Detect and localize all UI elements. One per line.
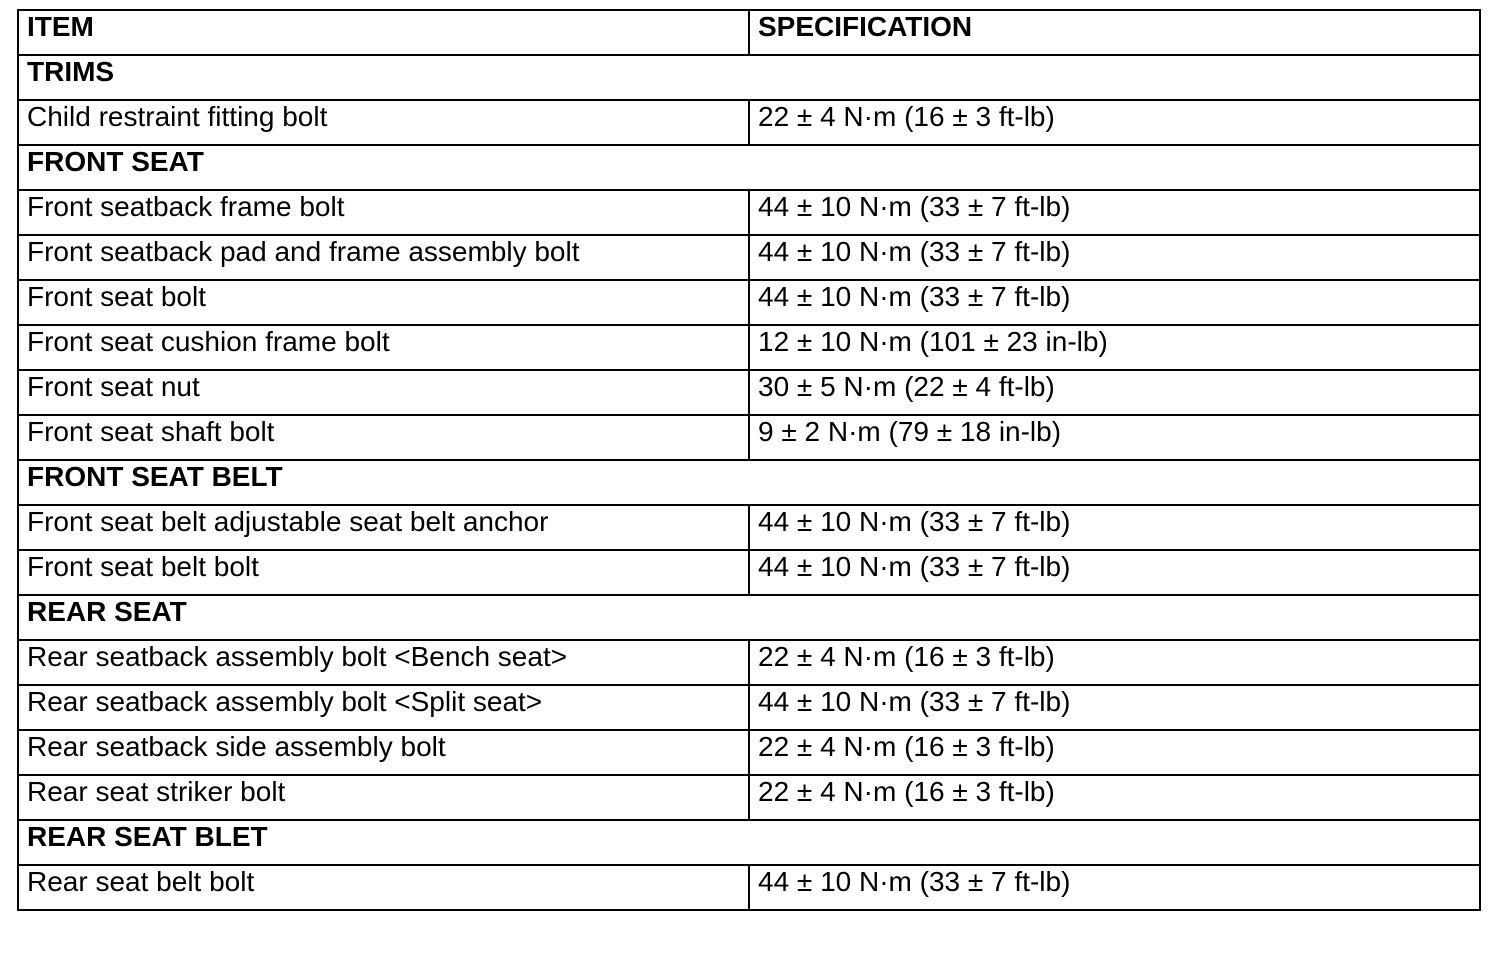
- item-label: Rear seat striker bolt: [27, 776, 286, 807]
- specification-value: 22 ± 4 N·m (16 ± 3 ft-lb): [758, 776, 1055, 807]
- section-heading: [18, 460, 1480, 505]
- specification-value: 12 ± 10 N·m (101 ± 23 in-lb): [758, 326, 1108, 357]
- table-body: [18, 10, 1480, 910]
- specification-value: 44 ± 10 N·m (33 ± 7 ft-lb): [758, 191, 1071, 222]
- item-label: Front seatback frame bolt: [27, 191, 345, 222]
- table-row: [18, 730, 1480, 775]
- specification-cell: [749, 280, 1480, 325]
- item-label: Front seat shaft bolt: [27, 416, 275, 447]
- specification-value: 44 ± 10 N·m (33 ± 7 ft-lb): [758, 686, 1071, 717]
- header-specification-label: SPECIFICATION: [758, 11, 973, 42]
- specification-cell: [749, 505, 1480, 550]
- item-label: Rear seatback assembly bolt <Split seat>: [27, 686, 543, 717]
- item-cell: [18, 550, 749, 595]
- section-row: [18, 145, 1480, 190]
- item-cell: [18, 730, 749, 775]
- specification-cell: [749, 550, 1480, 595]
- table-row: [18, 640, 1480, 685]
- item-cell: [18, 640, 749, 685]
- table-row: [18, 235, 1480, 280]
- item-cell: [18, 775, 749, 820]
- table-row: [18, 505, 1480, 550]
- item-cell: [18, 325, 749, 370]
- item-label: Front seat bolt: [27, 281, 206, 312]
- item-label: Rear seat belt bolt: [27, 866, 255, 897]
- torque-spec-table: [17, 9, 1481, 911]
- table-row: [18, 865, 1480, 910]
- item-label: Front seat nut: [27, 371, 200, 402]
- item-cell: [18, 370, 749, 415]
- specification-value: 44 ± 10 N·m (33 ± 7 ft-lb): [758, 551, 1071, 582]
- specification-value: 22 ± 4 N·m (16 ± 3 ft-lb): [758, 641, 1055, 672]
- specification-cell: [749, 865, 1480, 910]
- specification-value: 22 ± 4 N·m (16 ± 3 ft-lb): [758, 731, 1055, 762]
- section-heading: [18, 55, 1480, 100]
- specification-cell: [749, 730, 1480, 775]
- specification-cell: [749, 415, 1480, 460]
- section-heading: [18, 820, 1480, 865]
- section-heading-label: TRIMS: [27, 56, 115, 87]
- header-item-label: ITEM: [27, 11, 94, 42]
- item-cell: [18, 100, 749, 145]
- item-cell: [18, 505, 749, 550]
- specification-cell: [749, 325, 1480, 370]
- item-cell: [18, 280, 749, 325]
- section-heading-label: REAR SEAT: [27, 596, 187, 627]
- header-item: [18, 10, 749, 55]
- specification-cell: [749, 190, 1480, 235]
- item-label: Front seatback pad and frame assembly bolt: [27, 236, 580, 267]
- item-cell: [18, 235, 749, 280]
- item-label: Front seat cushion frame bolt: [27, 326, 390, 357]
- section-heading-label: FRONT SEAT BELT: [27, 461, 283, 492]
- table-row: [18, 190, 1480, 235]
- specification-cell: [749, 235, 1480, 280]
- table-row: [18, 775, 1480, 820]
- section-heading: [18, 595, 1480, 640]
- specification-value: 30 ± 5 N·m (22 ± 4 ft-lb): [758, 371, 1055, 402]
- item-label: Front seat belt adjustable seat belt anchor: [27, 506, 549, 537]
- specification-cell: [749, 370, 1480, 415]
- section-heading-label: REAR SEAT BLET: [27, 821, 268, 852]
- specification-value: 44 ± 10 N·m (33 ± 7 ft-lb): [758, 236, 1071, 267]
- item-cell: [18, 865, 749, 910]
- item-label: Front seat belt bolt: [27, 551, 259, 582]
- item-cell: [18, 415, 749, 460]
- table-row: [18, 550, 1480, 595]
- table-row: [18, 415, 1480, 460]
- table-row: [18, 100, 1480, 145]
- item-label: Child restraint fitting bolt: [27, 101, 328, 132]
- table-row: [18, 280, 1480, 325]
- specification-cell: [749, 100, 1480, 145]
- header-specification: [749, 10, 1480, 55]
- section-row: [18, 820, 1480, 865]
- section-row: [18, 55, 1480, 100]
- specification-value: 44 ± 10 N·m (33 ± 7 ft-lb): [758, 281, 1071, 312]
- section-row: [18, 460, 1480, 505]
- specification-cell: [749, 685, 1480, 730]
- table-row: [18, 325, 1480, 370]
- table-header-row: [18, 10, 1480, 55]
- specification-value: 22 ± 4 N·m (16 ± 3 ft-lb): [758, 101, 1055, 132]
- item-label: Rear seatback side assembly bolt: [27, 731, 446, 762]
- table-row: [18, 685, 1480, 730]
- specification-value: 44 ± 10 N·m (33 ± 7 ft-lb): [758, 506, 1071, 537]
- specification-cell: [749, 775, 1480, 820]
- specification-value: 9 ± 2 N·m (79 ± 18 in-lb): [758, 416, 1062, 447]
- section-heading-label: FRONT SEAT: [27, 146, 204, 177]
- section-row: [18, 595, 1480, 640]
- item-cell: [18, 685, 749, 730]
- specification-value: 44 ± 10 N·m (33 ± 7 ft-lb): [758, 866, 1071, 897]
- table-row: [18, 370, 1480, 415]
- item-cell: [18, 190, 749, 235]
- specification-cell: [749, 640, 1480, 685]
- section-heading: [18, 145, 1480, 190]
- item-label: Rear seatback assembly bolt <Bench seat>: [27, 641, 568, 672]
